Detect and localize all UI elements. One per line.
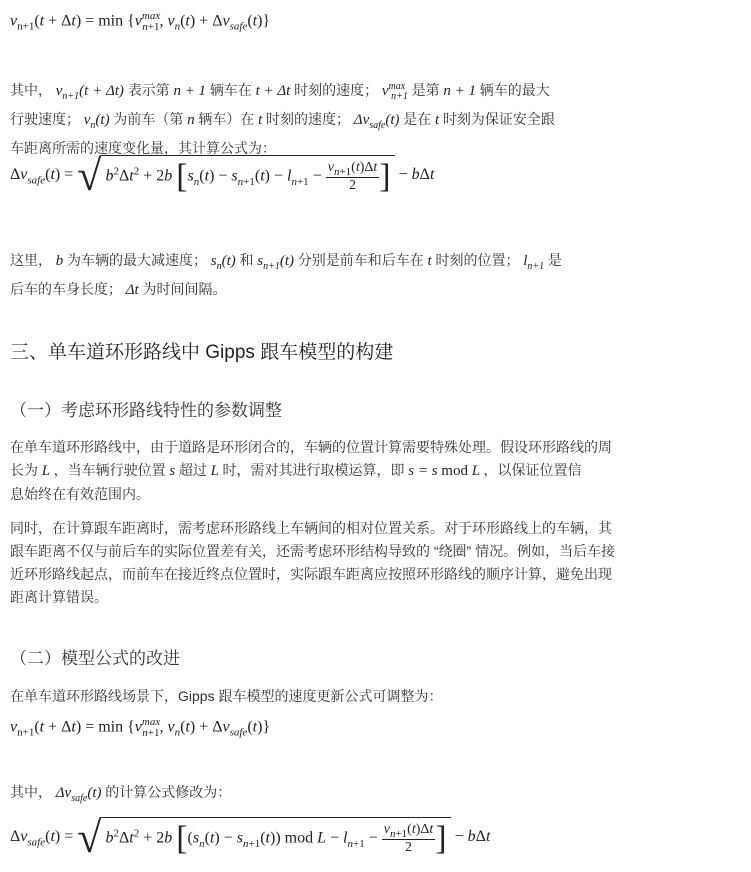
equation-delta-v-safe-circular: $\Delta v_{safe}(t)$ = √ $b^2\Delta t^2 + 2b$ [$(s_n(t) - s_{n+1}(t))$ mod $L - l_{n+1}$ − $\frac{v_{n+1}(t)\Delta t}{2}$ ] − bΔt [10,813,491,862]
paragraph-modified-formula-intro: 其中， $\Delta v_{safe}(t)$ 的计算公式修改为： [10,784,232,804]
equation-delta-v-safe: $\Delta v_{safe}(t)$ = √ $b^2\Delta t^2 + 2b$ [$s_n(t) - s_{n+1}(t) - l_{n+1}$ − $\frac{v_{n+1}(t)\Delta t}{2}$ ] − bΔt [10,151,435,200]
paragraph-variable-definitions: 其中， $v_{n+1}(t + \Delta t)$ 表示第 n + 1 辆车在 t + Δt 时刻的速度； $v^{max}_{n+1}$ 是第 n + 1 辆车的最大 行驶速度； $v_n(t)$ 为前车（第 n 辆车）在 t 时刻的速度； $\Delta v_{safe}(t)$ 是在 t 时刻为保证安全跟 车距离所需的速度变化量，其计算公式为： [10,81,555,156]
equation-speed-update-circular: $v_{n+1}(t + \Delta t) = \min \{v^{max}_{n+1}$, $v_n(t) + \Delta v_{safe}(t)$} [10,716,271,739]
section-heading-3: 三、单车道环形路线中 Gipps 跟车模型的构建 [10,342,394,363]
paragraph-parameter-definitions: 这里， b 为车辆的最大减速度； $s_n(t)$ 和 $s_{n+1}(t)$ 分别是前车和后车在 t 时刻的位置； $l_{n+1}$ 是 后车的车身长度； Δt 为时间间隔。 [10,252,562,298]
paragraph-formula-intro: 在单车道环形路线场景下，Gipps 跟车模型的速度更新公式可调整为： [10,688,443,704]
subsection-heading-2: （二）模型公式的改进 [10,649,180,668]
paragraph-modulo-position: 在单车道环形路线中，由于道路是环形闭合的，车辆的位置计算需要特殊处理。假设环形路线的周 长为 L ，当车辆行驶位置 s 超过 L 时，需对其进行取模运算，即 s = s mod L ，以保证位置信 息始终在有效范围内。 [10,439,612,502]
equation-speed-update: $v_{n+1}(t + \Delta t) = \min \{v^{max}_{n+1}$, $v_n(t) + \Delta v_{safe}(t)$} [10,10,271,33]
subsection-heading-1: （一）考虑环形路线特性的参数调整 [10,401,282,420]
paragraph-relative-position: 同时，在计算跟车距离时，需考虑环形路线上车辆间的相对位置关系。对于环形路线上的车辆，其 跟车距离不仅与前后车的实际位置差有关，还需考虑环形结构导致的 “绕圈” 情况。例如，当后车接 近环形路线起点，而前车在接近终点位置时，实际跟车距离应按照环形路线的顺序计算，避免出现 距离计算错误。 [10,520,616,605]
